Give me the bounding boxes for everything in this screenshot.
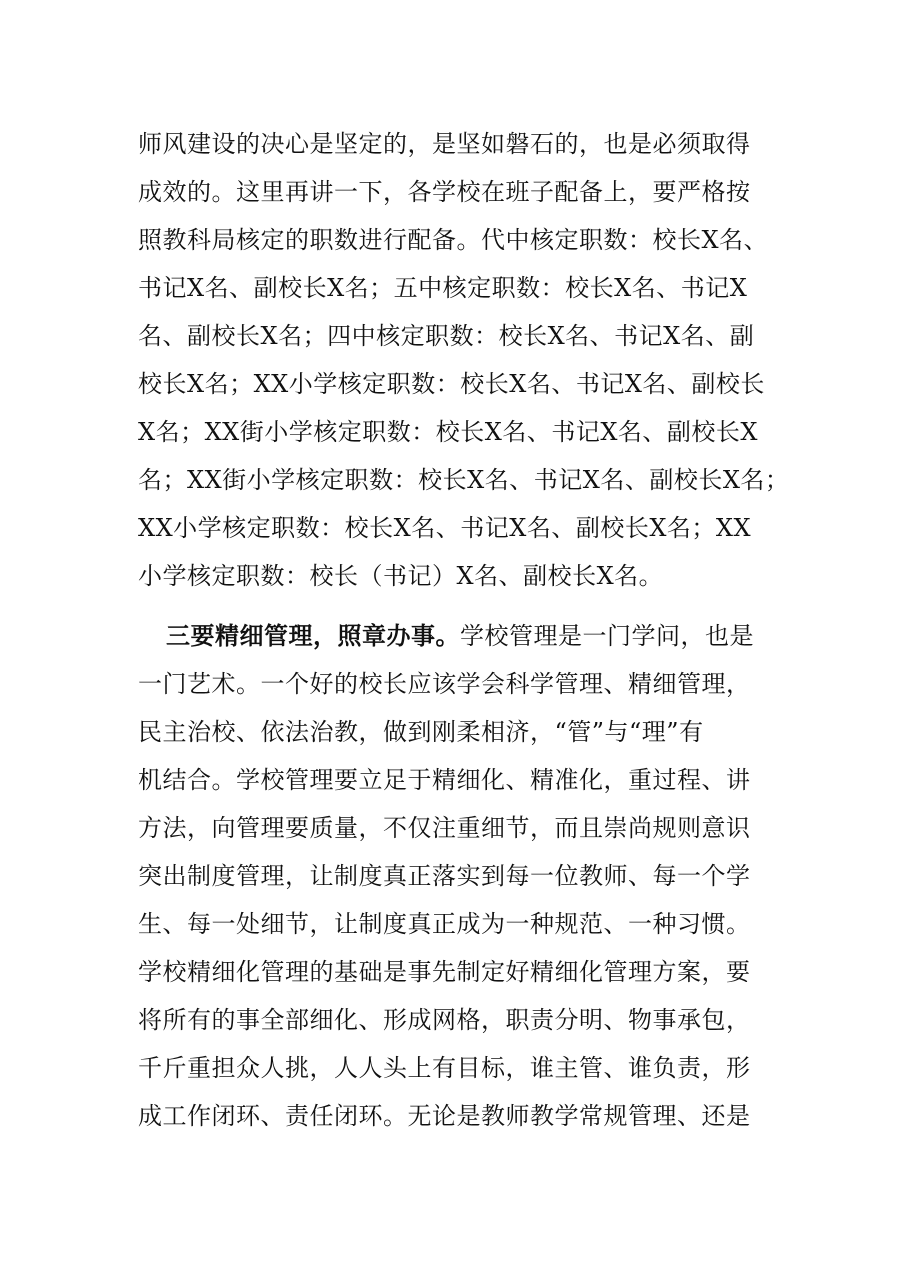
paragraph-fine-management [138, 612, 778, 1140]
text-line: 民主治校、依法治教，做到刚柔相济，“管”与“理”有 [138, 718, 704, 746]
text-line: 校长X名；XX小学核定职数：校长X名、书记X名、副校长 [138, 370, 765, 398]
text-line: 突出制度管理，让制度真正落实到每一位教师、每一个学 [138, 862, 751, 890]
text-line: 名；XX街小学核定职数：校长X名、书记X名、副校长X名； [138, 466, 790, 494]
text-line: 将所有的事全部细化、形成网格，职责分明、物事承包， [138, 1006, 751, 1034]
text-line: 成工作闭环、责任闭环。无论是教师教学常规管理、还是 [138, 1102, 751, 1130]
paragraph-first-line [138, 612, 778, 660]
text-line: 方法，向管理要质量，不仅注重细节，而且崇尚规则意识 [138, 814, 751, 842]
text-line: 千斤重担众人挑，人人头上有目标，谁主管、谁负责，形 [138, 1054, 751, 1082]
text-line: 机结合。学校管理要立足于精细化、精准化，重过程、讲 [138, 766, 751, 794]
text-line: XX小学核定职数：校长X名、书记X名、副校长X名；XX [138, 514, 752, 542]
text-line: 书记X名、副校长X名；五中核定职数：校长X名、书记X [138, 274, 748, 302]
text-line: 名、副校长X名；四中核定职数：校长X名、书记X名、副 [138, 322, 755, 350]
text-line: 一门艺术。一个好的校长应该学会科学管理、精细管理， [138, 670, 751, 698]
paragraph-continued [138, 120, 790, 600]
text-line: 成效的。这里再讲一下，各学校在班子配备上，要严格按 [138, 178, 751, 206]
text-line: 照教科局核定的职数进行配备。代中核定职数：校长X名、 [138, 226, 769, 254]
text-line: 师风建设的决心是坚定的，是坚如磐石的，也是必须取得 [138, 130, 751, 158]
text-line: 生、每一处细节，让制度真正成为一种规范、一种习惯。 [138, 910, 751, 938]
text-line: X名；XX街小学核定职数：校长X名、书记X名、副校长X [138, 418, 759, 446]
section-heading: 三要精细管理，照章办事。 [166, 621, 460, 650]
text-line: 小学核定职数：校长（书记）X名、副校长X名。 [138, 562, 664, 590]
text-line: 学校精细化管理的基础是事先制定好精细化管理方案，要 [138, 958, 751, 986]
heading-line-text: 学校管理是一门学问，也是 [460, 622, 754, 650]
